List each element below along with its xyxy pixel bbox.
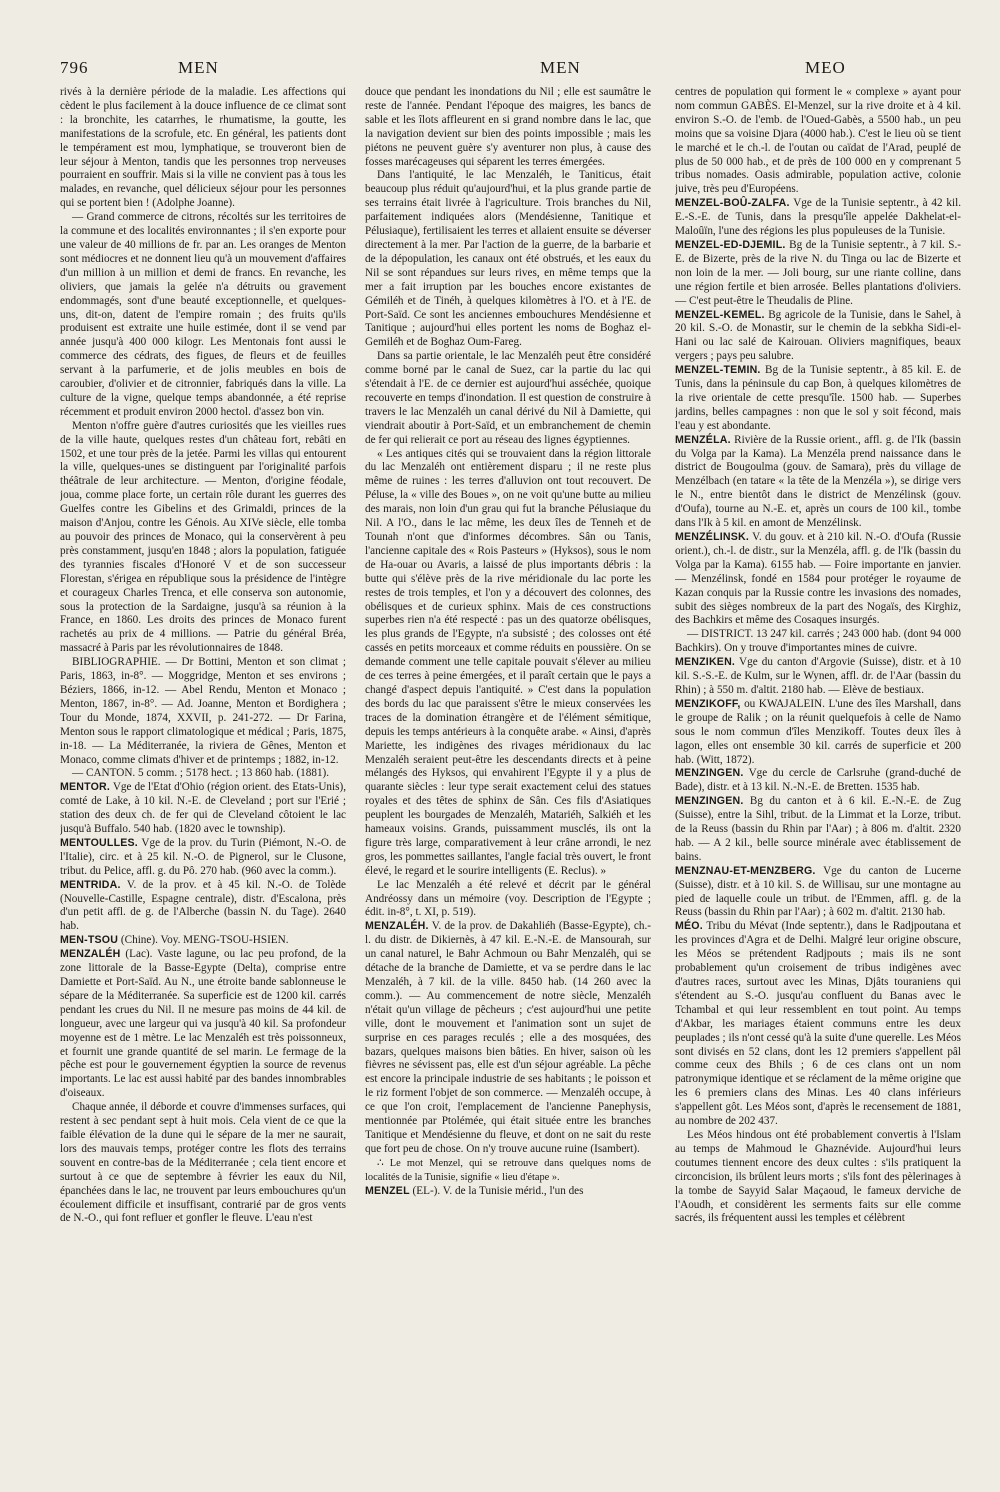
dictionary-entry: [365, 920, 651, 1156]
entry-text: — Grand commerce de citrons, récoltés sur les territoires de la commune et des localités environnantes ; il s'en exporte pour une valeur de 40 millions de fr. par an. Les oranges de Menton sont médiocres et ne donnent lieu qu'à un mouvement d'affaires d'un million à un million et demi de francs. En revanche, les oliviers, que jamais la gelée n'a détruits ou gravement endommagés, sont d'une beauté exceptionnelle, et quelques-uns, dit-on, datent de l'empire romain ; des fruits qu'ils produisent est extraite une huile estimée, dont il se vend par année jusqu'à 400 000 kilogr. Les Mentonais font aussi le commerce des cédrats, des figues, de fleurs et de feuilles servant à la parfumerie, et de jolis meubles en bois de caroubier, d'olivier et de citronnier, fabriqués dans la ville. La culture de la vigne, quelque temps abandonnée, a été reprise récemment et produit environ 2000 hectol. d'assez bon vin.: [60, 211, 346, 418]
entry-text: (EL-). V. de la Tunisie mérid., l'un des: [409, 1184, 584, 1197]
dictionary-entry: [675, 795, 961, 865]
entry-headword: MENZIKEN.: [675, 656, 736, 669]
entry-text: — DISTRICT. 13 247 kil. carrés ; 243 000 hab. (dont 94 000 Bachkirs). On y trouve d'importantes mines de cuivre.: [675, 628, 961, 655]
running-head-left: MEN: [178, 58, 219, 77]
entry-text: Chaque année, il déborde et couvre d'immenses surfaces, qui restent à sec pendant sept à huit mois. Cela vient de ce que la faible élévation de la dune qui le sépare de la mer ne saurait, lors des mauvais temps, protéger contre les flots des terrains souvent en contre-bas de la Méditerranée ; cela tient encore et surtout à ce que de septembre à février les eaux du Nil, épanchées dans le lac, ne trouvent par leurs embouchures qu'un écoulement difficile et insuffisant, contrarié par de gros vents de N.-O., qui font refluer et gonfler le fleuve. L'eau n'est: [60, 1101, 346, 1225]
entry-text: Dans l'antiquité, le lac Menzaléh, le Taniticus, était beaucoup plus réduit qu'aujourd'hui, et la plus grande partie de ses terrains était livrée à l'agriculture. Trois branches du Nil, parfaitement indiquées alors (Mendésienne, Tanitique et Pélusiaque), fertilisaient les terres et allaient ensuite se déverser directement à la mer. Par l'action de la guerre, de la barbarie et de la dépopulation, les canaux ont été obstrués, et les eaux du Nil se sont répandues sur leurs rives, en même temps que la mer a fait irruption par les bouches encore existantes de Gémiléh et de Tinéh, à quelques kilomètres à l'O. et à l'E. de Port-Saïd. Ce sont les anciennes embouchures Mendésienne et Tanitique ; aujourd'hui elles portent les noms de Boghaz el-Gemiléh et de Boghaz Oum-Fareg.: [365, 169, 651, 349]
entry-text: « Les antiques cités qui se trouvaient dans la région littorale du lac Menzaléh ont entièrement disparu ; il ne reste plus même de ruines : les terres d'alluvion ont tout recouvert. De Péluse, la « ville des Boues », on ne voit qu'une butte au milieu des marais, non loin d'un grau qui fut la branche Pélusiaque du Nil. A l'O., dans le lac même, les deux îles de Tenneh et de Tounah n'ont que d'informes décombres. Sân ou Tanis, l'ancienne capitale des « Rois Pasteurs » (Hyksos), sous le nom de Ha-ouar ou Avaris, a laissé de plus importants débris : la butte qui s'élève près de la rive méridionale du lac porte les restes de trois temples, et l'on y a découvert des colonnes, des obélisques et de curieux sphinx. Mais de ces constructions superbes rien n'a été respecté : pas un des quatorze obélisques, les plus grands de l'Egypte, n'a subsisté ; des colosses ont été cassés en petits morceaux et comme réduits en poussière. On se demande comment une telle capitale pouvait s'élever au milieu de ces terres à peine émergées, et il paraît certain que le pays a changé d'aspect depuis l'antiquité. » C'est dans la population des bords du lac que paraissent s'être le mieux conservées les traces de la domination étrangère et de l'élément sémitique, depuis les temps antérieurs à la conquête arabe. « Ainsi, d'après Mariette, les indigènes des rivages méridionaux du lac Menzaléh seraient peut-être les descendants directs et à peine mélangés des Hyksos, qui envahirent l'Egypte il y a plus de quarante siècles : leur type serait exactement celui des statues royales et des têtes de sphinx de Sân. Ces fils d'Asiatiques peuplent les bourgades de Menzaléh, Matariéh, Salkiéh et les hameaux voisins. Grands, puissamment musclés, ils ont la figure très large, comparativement à leur crâne arrondi, le nez gros, les pommettes saillantes, l'angle facial très ouvert, le front élevé, le regard et le sourire intelligents (E. Reclus). »: [365, 447, 651, 877]
text-paragraph: [60, 767, 346, 781]
entry-headword: MENZALÉH: [60, 948, 121, 961]
entry-text: (Lac). Vaste lagune, ou lac peu profond, de la zone littorale de la Basse-Egypte (Delta), comprise entre Damiette et Port-Saïd. Au N., une étroite bande sablonneuse le sépare de la Méditerranée. Sa superficie est de 1200 kil. carrés pendant les crues du Nil. Il ne mesure pas moins de 44 kil. de longueur, avec une largeur qui va jusqu'à 40 kil. Sa profondeur moyenne est de 1 mètre. Le lac Menzaléh est très poissonneux, et fournit une grande quantité de sel marin. Le fermage de la pêche est pour le gouvernement égyptien la source de revenus importants. Le lac est aussi habité par des bandes innombrables d'oiseaux.: [60, 948, 346, 1100]
entry-text: Tribu du Mévat (Inde septentr.), dans le Radjpoutana et les provinces d'Agra et de Delhi. Malgré leur origine obscure, les Méos se prétendent Radjpouts ; mais ils ne sont probablement qu'un croisement de tribus indigènes avec d'autres races, surtout avec les Minas, Djâts touraniens qui s'étendent au S.-O. jusqu'au confluent du Banas avec le Tchambal et qui leur ressemblent en tout point. Au temps d'Akbar, les mariages étaient communs entre les deux peuplades ; ils n'ont cessé qu'à la suite d'une querelle. Les Méos sont divisés en 52 clans, dont les 12 premiers s'appellent pâl comme ceux des Bhils ; 6 de ces clans ont un nom patronymique identique et se réclament de la même origine que les 6 premiers clans des Minas. Les 40 clans inférieurs s'appellent gôt. Les Méos sont, d'après le recensement de 1881, au nombre de 202 437.: [675, 920, 961, 1128]
entry-text: BIBLIOGRAPHIE. — Dr Bottini, Menton et son climat ; Paris, 1863, in-8°. — Moggridge, Menton et ses environs ; Béziers, 1866, in-12. — Abel Rendu, Menton et Monaco ; Menton, 1867, in-8°. — Ad. Joanne, Menton et Bordighera ; Tour du Monde, 1874, XXVII, p. 241-272. — Dr Farina, Menton sous le rapport climatologique et médical ; Paris, 1875, in-18. — La Méditerranée, la riviera de Gênes, Menton et Monaco, comme climats d'hiver et de printemps ; 1882, in-12.: [60, 656, 346, 766]
entry-text: Vge de la Tunisie septentr., à 42 kil. E.-S.-E. de Tunis, dans la presqu'île appelée Dakhelat-el-Maloûïn, l'une des régions les plus populeuses de la Tunisie.: [675, 197, 961, 238]
entry-headword: MENTOR.: [60, 781, 111, 794]
entry-text: V. de la prov. et à 45 kil. N.-O. de Tolède (Nouvelle-Castille, Espagne centrale), distr. d'Escalona, près d'un petit affl. de g. de l'Alberche (bassin N. du Tage). 2640 hab.: [60, 878, 346, 933]
running-head-center: MEN: [540, 58, 581, 77]
text-paragraph: [675, 86, 961, 197]
column-left: [60, 86, 346, 1406]
entry-text: Bg agricole de la Tunisie, dans le Sahel, à 20 kil. S.-O. de Monastir, sur le chemin de la sebkha Sidi-el-Hani ou lac salé de Kairouan. Oliviers magnifiques, beaux vergers ; pays peu salubre.: [675, 308, 961, 363]
dictionary-entry: [60, 837, 346, 879]
entry-text: Vge du cercle de Carlsruhe (grand-duché de Bade), distr. et à 13 kil. N.-N.-E. de Bretten. 1535 hab.: [675, 767, 961, 794]
text-paragraph: [365, 448, 651, 879]
text-paragraph: [60, 211, 346, 420]
entry-text: Bg de la Tunisie septentr., à 85 kil. E. de Tunis, dans la péninsule du cap Bon, à quelques kilomètres de la rive orientale de cette presqu'île. 1500 hab. — Superbes jardins, belles campagnes : non que le sol y soit fécond, mais l'eau y est abondante.: [675, 364, 961, 432]
entry-text: Dans sa partie orientale, le lac Menzaléh peut être considéré comme borné par le canal de Suez, car la partie du lac qui s'étendait à l'E. de ce dernier est aujourd'hui asséchée, quoique recouverte en temps d'inondation. Il est question de construire à travers le lac Menzaléh un canal dérivé du Nil à Damiette, qui viendrait aboutir à Port-Saïd, et un embranchement de chemin de fer qui relierait ce port au réseau des lignes égyptiennes.: [365, 350, 651, 446]
dictionary-entry: [675, 656, 961, 698]
entry-headword: MENZÉLA.: [675, 433, 731, 446]
text-paragraph: [675, 628, 961, 656]
dictionary-entry: [60, 879, 346, 935]
entry-headword: MENZALÉH.: [365, 920, 429, 933]
dictionary-entry: [365, 1185, 651, 1199]
entry-text: Vge de l'Etat d'Ohio (région orient. des Etats-Unis), comté de Lake, à 10 kil. N.-E. de Cleveland ; port sur l'Erié ; station des deux ch. de fer qui de Cleveland côtoient le lac jusqu'à Buffalo. 540 hab. (1820 avec le township).: [60, 781, 346, 836]
dictionary-entry: [675, 364, 961, 434]
entry-text: Vge du canton de Lucerne (Suisse), distr. et à 10 kil. S. de Willisau, sur une montagne au pied de laquelle coule un tribut. de l'Emmen, affl. g. de la Reuss (bassin du Rhin par l'Aar) ; à 602 m. d'altit. 2130 hab.: [675, 864, 961, 919]
dictionary-entry: [675, 531, 961, 628]
text-paragraph: [365, 1157, 651, 1185]
entry-text: Les Méos hindous ont été probablement convertis à l'Islam au temps de Mahmoud le Ghaznévide. Aujourd'hui leurs coutumes tiennent encore des deux cultes : s'ils pratiquent la circoncision, ils brûlent leurs morts ; s'ils font des pèlerinages à la tombe de Sayyid Salar Maçaoud, le fameux derviche de l'Aoudh, et considèrent les serments faits sur elle comme sacrés, ils fréquentent aussi les temples et célèbrent: [675, 1128, 961, 1225]
page-number: 796: [60, 58, 89, 77]
entry-text: V. de la prov. de Dakahliéh (Basse-Egypte), ch.-l. du distr. de Dikiernès, à 47 kil. E.-N.-E. de Mansourah, sur un canal naturel, le Bahr Achmoun ou Bahr Menzaléh, qui se détache de la branche de Damiette, et va se perdre dans le lac Menzaléh, à 7 kil. de la ville. 8450 hab. (14 260 avec la comm.). — Au commencement de notre siècle, Menzaléh n'était qu'un village de pêcheurs ; c'est aujourd'hui une petite ville, dont le mouvement et l'animation sont un sujet de surprise en ces parages reculés ; elle a des mosquées, des bazars, quelques maisons bien bâties. En hiver, saison où les fièvres ne sévissent pas, elle est d'un séjour agréable. La pêche est encore la principale industrie de ses habitants ; le poisson et le riz forment l'objet de son commerce. — Menzaléh occupe, à ce que l'on croit, l'emplacement de l'ancienne Panephysis, mentionnée par Ptolémée, qui était située entre les branches Tanitique et Mendésienne du fleuve, et dont on ne sait du reste que fort peu de chose. On n'y trouve aucune ruine (Isambert).: [365, 920, 651, 1155]
dictionary-entry: [60, 934, 346, 948]
text-paragraph: [365, 169, 651, 350]
text-paragraph: [365, 350, 651, 447]
dictionary-entry: [675, 767, 961, 795]
entry-headword: MENZEL-KEMEL.: [675, 308, 765, 321]
entry-headword: MENZINGEN.: [675, 795, 744, 808]
entry-headword: MENZNAU-ET-MENZBERG.: [675, 864, 816, 877]
entry-text: Vge du canton d'Argovie (Suisse), distr. et à 10 kil. S.-S.-E. de Kulm, sur le Wynen, affl. dr. de l'Aar (bassin du Rhin) ; à 550 m. d'altit. 2180 hab. — Elève de bestiaux.: [675, 656, 961, 696]
dictionary-entry: [675, 309, 961, 365]
text-paragraph: [675, 1129, 961, 1226]
entry-headword: MENZÉLINSK.: [675, 531, 750, 543]
entry-text: — CANTON. 5 comm. ; 5178 hect. ; 13 860 hab. (1881).: [72, 767, 330, 780]
running-head-right: MEO: [805, 58, 846, 77]
dictionary-entry: [675, 865, 961, 921]
entry-text: Menton n'offre guère d'autres curiosités que les vieilles rues de la ville haute, quelques restes d'un château fort, rebâti en 1502, et une tour près de la jetée. Parmi les villas qui entourent la ville, quelques-unes se distinguent par l'originalité parfois théâtrale de leur architecture. — Menton, d'origine féodale, joua, comme place forte, un certain rôle durant les guerres des Guelfes contre les Gibelins et des Grimaldi, princes de la maison d'Anjou, contre les Génois. Au XIVe siècle, elle tomba au pouvoir des princes de Monaco, qui la conservèrent à peu près constamment, jusqu'en 1848 ; alors la population, fatiguée des tyrannies fiscales d'Honoré V et de son successeur Florestan, s'érigea en république sous la présidence de l'intègre et courageux Charles Trenca, et elle conserva son autonomie, sous la protection de la Sardaigne, jusqu'à sa réunion à la France, en 1860. Les droits des princes de Monaco furent rachetés au prix de 4 millions. — Patrie du général Bréa, massacré à Paris par les révolutionnaires de 1848.: [60, 419, 346, 655]
entry-headword: MENZINGEN.: [675, 767, 744, 780]
text-paragraph: [60, 1101, 346, 1226]
entry-headword: MÉO.: [675, 920, 703, 933]
entry-headword: MENZEL-BOÛ-ZALFA.: [675, 197, 790, 210]
dictionary-entry: [675, 239, 961, 309]
entry-headword: MENTRIDA.: [60, 878, 121, 891]
text-columns: [60, 86, 965, 1406]
dictionary-entry: [60, 948, 346, 1101]
entry-headword: MENZEL: [365, 1184, 410, 1197]
entry-text: Bg de la Tunisie septentr., à 7 kil. S.-E. de Bizerte, près de la rive N. du Tinga ou lac de Bizerte et non loin de la mer. — Joli bourg, sur une riante colline, dans une région fertile et bien arrosée. Belles plantations d'oliviers. — C'est peut-être le Theudalis de Pline.: [675, 238, 961, 307]
dictionary-entry: [675, 434, 961, 531]
text-paragraph: [60, 420, 346, 656]
entry-text: rivés à la dernière période de la maladie. Les affections qui cèdent le plus facilement à la douce influence de ce climat sont : la bronchite, les catarrhes, le rhumatisme, la goutte, les manifestations de la scrofule, etc. En général, les patients dont le tempérament est mou, lymphatique, se trouveront bien de leur séjour à Menton, tandis que les personnes trop nerveuses pourraient en souffrir. Mais si la ville ne convient pas à tous les malades, en revanche, quel délicieux séjour pour les personnes qui se portent bien ! (Adolphe Joanne).: [60, 86, 346, 210]
entry-headword: MENZEL-ED-DJEMIL.: [675, 238, 786, 251]
dictionary-entry: [675, 920, 961, 1129]
text-paragraph: [365, 879, 651, 921]
entry-headword: MENTOULLES.: [60, 836, 138, 849]
dictionary-entry: [675, 197, 961, 239]
entry-text: centres de population qui forment le « complexe » ayant pour nom commun GABÈS. El-Menzel, sur la rive droite et à 4 kil. environ S.-O. de l'emb. de l'Oued-Gabès, a 5500 hab., un peu moins que sa voisine Djara (4000 hab.). C'est le lieu où se tient le marché et le ch.-l. de l'outan ou caïdat de l'Arad, peuplé de plus de 50 000 hab., et de près de 100 000 en y comprenant 5 tribus nomades. Oasis admirable, population active, colonie juive, très peu d'Européens.: [675, 86, 961, 196]
text-paragraph: [60, 656, 346, 767]
text-paragraph: [365, 86, 651, 169]
dictionary-entry: [60, 781, 346, 837]
entry-text: Bg du canton et à 6 kil. E.-N.-E. de Zug (Suisse), entre la Sihl, tribut. de la Limmat et la Lorze, tribut. de la Reuss (bassin du Rhin par l'Aar) ; à 806 m. d'altit. 2320 hab. — A 2 kil., belle source minérale avec établissement de bains.: [675, 795, 961, 863]
entry-text: (Chine). Voy. MENG-TSOU-HSIEN.: [118, 934, 289, 947]
entry-text: V. du gouv. et à 210 kil. N.-O. d'Oufa (Russie orient.), ch.-l. de distr., sur la Menzéla, affl. g. de l'Ik (bassin du Volga par la Kama). 6155 hab. — Foire importante en janvier. — Menzélinsk, fondé en 1584 pour protéger le royaume de Kazan conquis par la Russie contre les invasions des nomades, subit des sièges nombreux de la part des Nogaïs, des Kirghiz, des Bachkirs et même des Cosaques insurgés.: [675, 531, 961, 627]
entry-text: douce que pendant les inondations du Nil ; elle est saumâtre le reste de l'année. Pendant l'époque des maigres, les bancs de sable et les îlots affleurent en si grand nombre dans le lac, que la navigation devient sur bien des points impossible ; mais les piétons ne peuvent guère s'y aventurer non plus, à cause des fosses marécageuses qui séparent les terres émergées.: [365, 86, 651, 168]
column-middle: [365, 86, 651, 1406]
dictionary-entry: [675, 698, 961, 768]
page-header: [60, 58, 960, 84]
entry-headword: MENZIKOFF,: [675, 697, 741, 710]
text-paragraph: [60, 86, 346, 211]
entry-headword: MEN-TSOU: [60, 934, 119, 947]
entry-text: Le lac Menzaléh a été relevé et décrit par le général Andréossy dans un mémoire (voy. Description de l'Egypte ; édit. in-8°, t. XI, p. 519).: [365, 878, 651, 919]
column-right: [675, 86, 961, 1406]
entry-headword: MENZEL-TEMIN.: [675, 364, 761, 377]
entry-text: ∴ Le mot Menzel, qui se retrouve dans quelques noms de localités de la Tunisie, signifie « lieu d'étape ».: [365, 1157, 651, 1183]
entry-text: Rivière de la Russie orient., affl. g. de l'Ik (bassin du Volga par la Kama). La Menzéla prend naissance dans le district de Bougoulma (gouv. de Samara), près du village de Menzélbach (en tatare « la tête de la Menzéla »), se dirige vers le N., entre bientôt dans le district de Menzélinsk (gouv. d'Oufa), tourne au N.-E. et, après un cours de 100 kil., tombe dans l'Ik à 5 kil. en amont de Menzélinsk.: [675, 433, 961, 530]
entry-text: Vge de la prov. du Turin (Piémont, N.-O. de l'Italie), circ. et à 25 kil. N.-O. de Pignerol, sur le Clusone, tribut. du Pelice, affl. g. du Pô. 270 hab. (960 avec la comm.).: [60, 836, 346, 877]
entry-text: ou KWAJALEIN. L'une des îles Marshall, dans le groupe de Ralik ; on la réunit quelquefois à celle de Namo sous le nom commun d'îles Menzikoff. Toutes deux îles à lagon, elles ont ensemble 30 kil. carrés de superficie et 200 hab. (Witt, 1872).: [675, 697, 961, 766]
